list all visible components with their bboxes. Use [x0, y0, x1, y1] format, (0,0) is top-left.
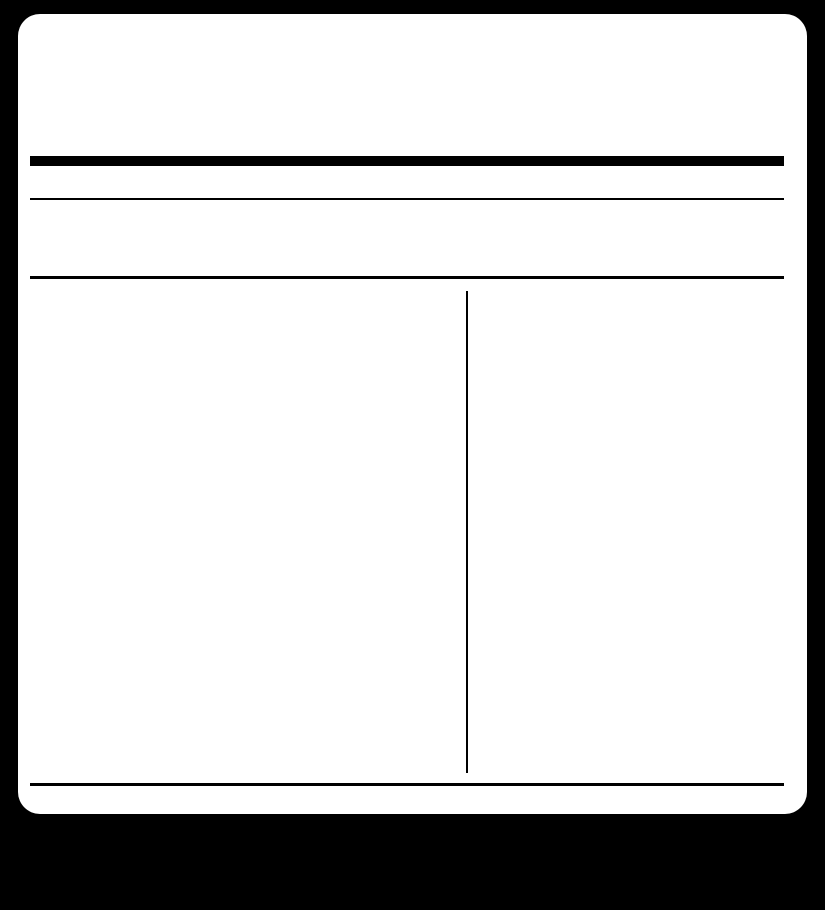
thick-divider-top	[30, 156, 784, 166]
supplement-facts-panel	[18, 14, 807, 814]
column-divider	[466, 291, 468, 773]
section-divider	[30, 276, 784, 279]
header-divider	[30, 198, 784, 200]
bottom-divider	[30, 783, 784, 786]
